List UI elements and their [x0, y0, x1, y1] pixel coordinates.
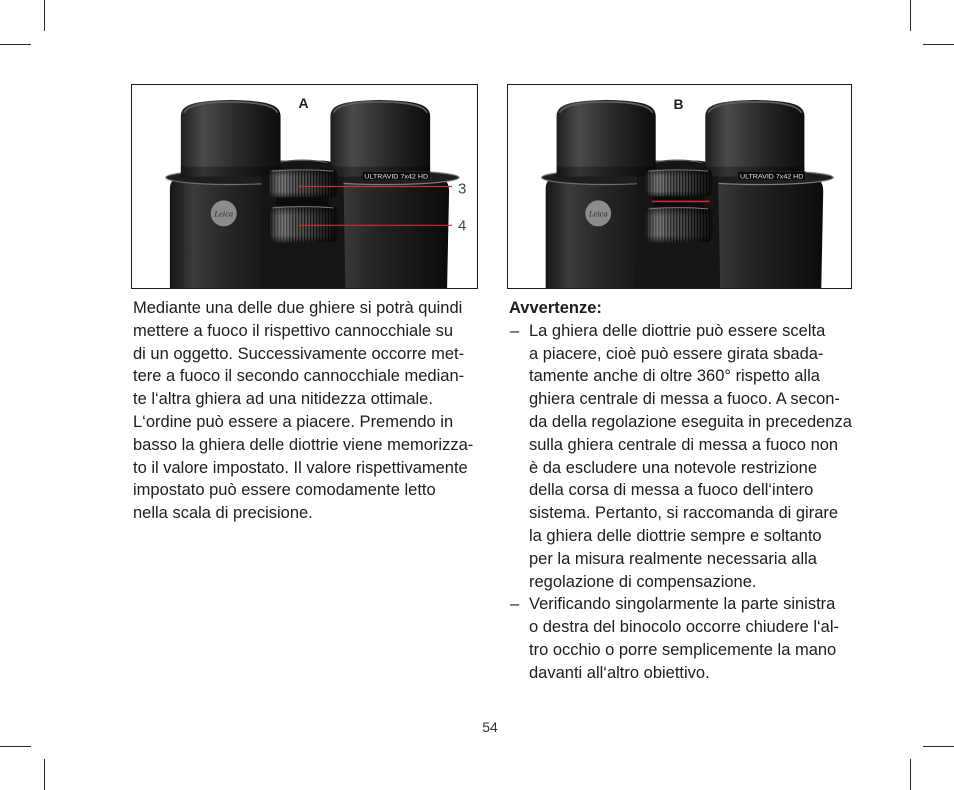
body-text-line: mettere a fuoco il rispettivo cannocchiale su — [133, 321, 454, 340]
focus-wheel-shade-vertical — [645, 207, 712, 242]
notes-line: a piacere, cioè può essere girata sbada- — [529, 344, 824, 363]
notes-line: regolazione di compensazione. — [529, 572, 757, 591]
notes-line: sulla ghiera centrale di messa a fuoco non — [529, 435, 839, 454]
focus-wheel — [645, 207, 712, 242]
list-dash: – — [510, 595, 520, 614]
notes-section — [509, 297, 852, 685]
diopter-ring — [268, 170, 338, 198]
figure-a — [131, 84, 478, 289]
body-text-line: Mediante una delle due ghiere si potrà quindi — [133, 299, 463, 317]
body-text-line: te l‘altra ghiera ad una nitidezza ottimale. — [133, 390, 433, 409]
hinge-gap — [653, 196, 705, 208]
notes-item — [509, 320, 852, 594]
notes-line: sistema. Pertanto, si raccomanda di girare — [529, 504, 839, 523]
body-text — [133, 297, 473, 525]
notes-line: davanti all‘altro obiettivo. — [529, 663, 710, 682]
notes-line: per la misura realmente necessaria alla — [529, 549, 817, 568]
body-text-line: L‘ordine può essere a piacere. Premendo in — [133, 412, 454, 431]
body-text-line: nella scala di precisione. — [133, 504, 313, 523]
crop-mark-top-right-horizontal — [923, 44, 954, 45]
body-text-line: tere a fuoco il secondo cannocchiale median- — [133, 367, 465, 386]
model-label-text: ULTRAVID 7x42 HD — [739, 173, 804, 181]
notes-heading: Avvertenze: — [509, 299, 602, 317]
notes-line: la ghiera delle diottrie sempre e soltanto — [529, 526, 822, 545]
leica-logo-text: Leica — [588, 208, 608, 219]
crop-mark-top-right-vertical — [910, 0, 911, 31]
diopter-ring-shade-vertical — [268, 170, 338, 198]
callout-number-3: 3 — [458, 180, 467, 198]
notes-line: da della regolazione eseguita in precedenza — [529, 412, 852, 431]
crop-mark-bottom-left-horizontal — [0, 746, 31, 747]
list-dash: – — [510, 321, 520, 340]
notes-line: tro occhio o porre semplicemente la mano — [529, 640, 837, 659]
focus-wheel — [269, 206, 338, 242]
figure-b-illustration — [508, 85, 851, 288]
notes-line: della corsa di messa a fuoco dell‘intero — [529, 481, 814, 500]
diopter-ring-shade-vertical — [645, 170, 712, 197]
diopter-ring — [645, 170, 712, 197]
notes-line: ghiera centrale di messa a fuoco. A secon- — [529, 390, 840, 409]
crop-mark-bottom-left-vertical — [44, 759, 45, 790]
body-text-line: to il valore impostato. Il valore rispettivamente — [133, 458, 468, 477]
crop-mark-top-left-vertical — [44, 0, 45, 31]
page-number: 54 — [482, 719, 498, 735]
crop-mark-bottom-right-vertical — [910, 759, 911, 790]
notes-line: La ghiera delle diottrie può essere scelta — [529, 321, 826, 340]
focus-wheel-shade-vertical — [269, 206, 338, 242]
body-text-line: impostato può essere comodamente letto — [133, 481, 436, 500]
notes-item — [509, 593, 852, 684]
crop-mark-top-left-horizontal — [0, 44, 31, 45]
hinge-gap — [277, 197, 329, 207]
leica-logo-text: Leica — [214, 208, 234, 219]
figure-a-illustration — [132, 85, 477, 288]
notes-line: Verificando singolarmente la parte sinistra — [529, 595, 836, 614]
notes-line: o destra del binocolo occorre chiudere l‘al- — [529, 618, 840, 637]
figure-label: B — [673, 95, 684, 112]
notes-line: è da escludere una notevole restrizione — [529, 458, 818, 477]
body-text-line: basso la ghiera delle diottrie viene memorizza- — [133, 435, 474, 454]
figure-label: A — [298, 94, 309, 111]
body-text-line: di un oggetto. Successivamente occorre met- — [133, 344, 465, 363]
crop-mark-bottom-right-horizontal — [923, 746, 954, 747]
notes-line: tamente anche di oltre 360° rispetto alla — [529, 367, 820, 386]
callout-number-4: 4 — [458, 217, 467, 235]
figure-b — [507, 84, 852, 289]
model-label-text: ULTRAVID 7x42 HD — [364, 173, 429, 181]
